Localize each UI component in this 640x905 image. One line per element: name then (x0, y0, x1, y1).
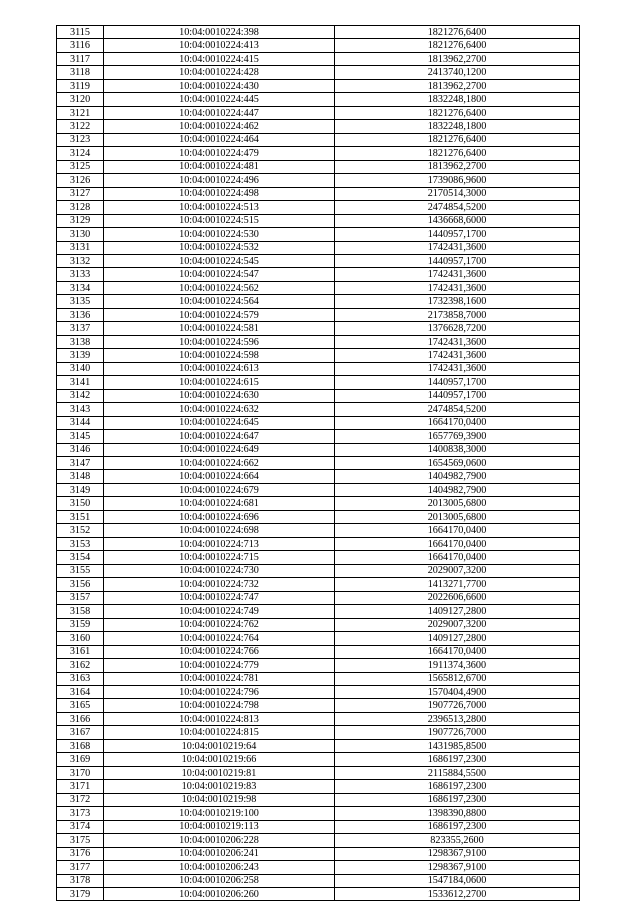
table-row (57, 241, 580, 254)
row-number-cell: 3133 (57, 268, 104, 281)
cadastral-value-cell: 1657769,3900 (335, 430, 580, 443)
row-number-cell: 3161 (57, 645, 104, 658)
table-row (57, 510, 580, 523)
cadastral-value-table (56, 25, 580, 901)
cadastral-value-cell: 1654569,0600 (335, 457, 580, 470)
cadastral-value-cell: 1911374,3600 (335, 659, 580, 672)
cadastral-value-cell: 1832248,1800 (335, 120, 580, 133)
row-number-cell: 3116 (57, 39, 104, 52)
cadastral-number-cell: 10:04:0010224:796 (104, 685, 335, 698)
table-row (57, 591, 580, 604)
cadastral-value-cell: 1440957,1700 (335, 228, 580, 241)
row-number-cell: 3144 (57, 416, 104, 429)
cadastral-value-cell: 1813962,2700 (335, 79, 580, 92)
table-row (57, 699, 580, 712)
cadastral-number-cell: 10:04:0010224:747 (104, 591, 335, 604)
table-row (57, 349, 580, 362)
cadastral-number-cell: 10:04:0010224:479 (104, 147, 335, 160)
row-number-cell: 3169 (57, 753, 104, 766)
cadastral-number-cell: 10:04:0010219:81 (104, 766, 335, 779)
row-number-cell: 3177 (57, 861, 104, 874)
cadastral-number-cell: 10:04:0010224:766 (104, 645, 335, 658)
cadastral-number-cell: 10:04:0010206:228 (104, 834, 335, 847)
cadastral-value-cell: 1413271,7700 (335, 578, 580, 591)
cadastral-number-cell: 10:04:0010224:630 (104, 389, 335, 402)
cadastral-value-cell: 1664170,0400 (335, 537, 580, 550)
cadastral-value-cell: 1821276,6400 (335, 106, 580, 119)
table-row (57, 685, 580, 698)
row-number-cell: 3119 (57, 79, 104, 92)
row-number-cell: 3117 (57, 52, 104, 65)
table-row (57, 578, 580, 591)
table-row (57, 52, 580, 65)
cadastral-value-cell: 1404982,7900 (335, 483, 580, 496)
cadastral-value-cell: 1440957,1700 (335, 389, 580, 402)
cadastral-number-cell: 10:04:0010224:530 (104, 228, 335, 241)
table-row (57, 605, 580, 618)
table-row (57, 362, 580, 375)
cadastral-value-cell: 2170514,3000 (335, 187, 580, 200)
row-number-cell: 3163 (57, 672, 104, 685)
cadastral-value-cell: 1907726,7000 (335, 726, 580, 739)
table-row (57, 335, 580, 348)
cadastral-number-cell: 10:04:0010224:762 (104, 618, 335, 631)
table-row (57, 254, 580, 267)
cadastral-number-cell: 10:04:0010224:428 (104, 66, 335, 79)
cadastral-number-cell: 10:04:0010224:764 (104, 632, 335, 645)
row-number-cell: 3170 (57, 766, 104, 779)
cadastral-value-cell: 1813962,2700 (335, 160, 580, 173)
cadastral-value-cell: 2115884,5500 (335, 766, 580, 779)
cadastral-value-cell: 2474854,5200 (335, 403, 580, 416)
table-row (57, 672, 580, 685)
cadastral-number-cell: 10:04:0010224:696 (104, 510, 335, 523)
table-row (57, 793, 580, 806)
row-number-cell: 3178 (57, 874, 104, 887)
cadastral-value-cell: 1742431,3600 (335, 268, 580, 281)
cadastral-value-cell: 1409127,2800 (335, 632, 580, 645)
cadastral-value-cell: 1832248,1800 (335, 93, 580, 106)
row-number-cell: 3158 (57, 605, 104, 618)
cadastral-number-cell: 10:04:0010224:698 (104, 524, 335, 537)
cadastral-value-cell: 2413740,1200 (335, 66, 580, 79)
cadastral-value-cell: 1664170,0400 (335, 645, 580, 658)
row-number-cell: 3128 (57, 201, 104, 214)
row-number-cell: 3130 (57, 228, 104, 241)
cadastral-value-cell: 1664170,0400 (335, 551, 580, 564)
cadastral-value-cell: 1298367,9100 (335, 861, 580, 874)
cadastral-number-cell: 10:04:0010224:462 (104, 120, 335, 133)
table-row (57, 470, 580, 483)
cadastral-value-cell: 1436668,6000 (335, 214, 580, 227)
cadastral-number-cell: 10:04:0010224:732 (104, 578, 335, 591)
cadastral-number-cell: 10:04:0010224:645 (104, 416, 335, 429)
cadastral-value-cell: 823355,2600 (335, 834, 580, 847)
table-row (57, 147, 580, 160)
row-number-cell: 3154 (57, 551, 104, 564)
table-row (57, 295, 580, 308)
row-number-cell: 3157 (57, 591, 104, 604)
cadastral-value-cell: 1821276,6400 (335, 39, 580, 52)
cadastral-value-cell: 1547184,0600 (335, 874, 580, 887)
row-number-cell: 3167 (57, 726, 104, 739)
cadastral-value-cell: 1742431,3600 (335, 362, 580, 375)
row-number-cell: 3125 (57, 160, 104, 173)
cadastral-value-cell: 1398390,8800 (335, 807, 580, 820)
cadastral-value-cell: 1533612,2700 (335, 888, 580, 901)
row-number-cell: 3171 (57, 780, 104, 793)
cadastral-value-cell: 1664170,0400 (335, 416, 580, 429)
cadastral-value-cell: 1686197,2300 (335, 753, 580, 766)
table-row (57, 537, 580, 550)
cadastral-value-cell: 1742431,3600 (335, 349, 580, 362)
table-row (57, 79, 580, 92)
cadastral-number-cell: 10:04:0010224:415 (104, 52, 335, 65)
row-number-cell: 3164 (57, 685, 104, 698)
cadastral-number-cell: 10:04:0010224:649 (104, 443, 335, 456)
row-number-cell: 3146 (57, 443, 104, 456)
table-row (57, 281, 580, 294)
cadastral-number-cell: 10:04:0010224:615 (104, 376, 335, 389)
row-number-cell: 3175 (57, 834, 104, 847)
table-row (57, 820, 580, 833)
row-number-cell: 3173 (57, 807, 104, 820)
cadastral-number-cell: 10:04:0010224:547 (104, 268, 335, 281)
cadastral-value-cell: 1821276,6400 (335, 133, 580, 146)
table-row (57, 834, 580, 847)
table-body (57, 26, 580, 901)
table-row (57, 214, 580, 227)
cadastral-number-cell: 10:04:0010219:83 (104, 780, 335, 793)
cadastral-number-cell: 10:04:0010224:715 (104, 551, 335, 564)
cadastral-number-cell: 10:04:0010224:779 (104, 659, 335, 672)
cadastral-value-cell: 2396513,2800 (335, 712, 580, 725)
cadastral-number-cell: 10:04:0010206:241 (104, 847, 335, 860)
row-number-cell: 3135 (57, 295, 104, 308)
cadastral-number-cell: 10:04:0010224:498 (104, 187, 335, 200)
cadastral-value-cell: 1821276,6400 (335, 26, 580, 39)
row-number-cell: 3172 (57, 793, 104, 806)
row-number-cell: 3149 (57, 483, 104, 496)
table-row (57, 268, 580, 281)
cadastral-number-cell: 10:04:0010224:632 (104, 403, 335, 416)
row-number-cell: 3138 (57, 335, 104, 348)
cadastral-value-cell: 1739086,9600 (335, 174, 580, 187)
table-row (57, 888, 580, 901)
row-number-cell: 3166 (57, 712, 104, 725)
cadastral-number-cell: 10:04:0010219:64 (104, 739, 335, 752)
table-row (57, 618, 580, 631)
cadastral-number-cell: 10:04:0010224:564 (104, 295, 335, 308)
row-number-cell: 3151 (57, 510, 104, 523)
table-row (57, 632, 580, 645)
cadastral-number-cell: 10:04:0010219:66 (104, 753, 335, 766)
table-row (57, 753, 580, 766)
cadastral-value-cell: 1298367,9100 (335, 847, 580, 860)
cadastral-number-cell: 10:04:0010224:713 (104, 537, 335, 550)
cadastral-number-cell: 10:04:0010224:515 (104, 214, 335, 227)
cadastral-number-cell: 10:04:0010224:596 (104, 335, 335, 348)
table-row (57, 739, 580, 752)
row-number-cell: 3156 (57, 578, 104, 591)
row-number-cell: 3150 (57, 497, 104, 510)
cadastral-value-cell: 1664170,0400 (335, 524, 580, 537)
cadastral-value-cell: 2022606,6600 (335, 591, 580, 604)
table-row (57, 497, 580, 510)
cadastral-value-cell: 1376628,7200 (335, 322, 580, 335)
table-row (57, 443, 580, 456)
cadastral-value-cell: 1565812,6700 (335, 672, 580, 685)
table-row (57, 26, 580, 39)
table-row (57, 861, 580, 874)
cadastral-number-cell: 10:04:0010224:581 (104, 322, 335, 335)
cadastral-number-cell: 10:04:0010224:613 (104, 362, 335, 375)
table-row (57, 39, 580, 52)
table-row (57, 712, 580, 725)
table-row (57, 376, 580, 389)
cadastral-number-cell: 10:04:0010219:98 (104, 793, 335, 806)
cadastral-value-cell: 1686197,2300 (335, 780, 580, 793)
row-number-cell: 3120 (57, 93, 104, 106)
table-row (57, 659, 580, 672)
cadastral-number-cell: 10:04:0010224:430 (104, 79, 335, 92)
table-row (57, 308, 580, 321)
cadastral-number-cell: 10:04:0010224:664 (104, 470, 335, 483)
row-number-cell: 3155 (57, 564, 104, 577)
cadastral-number-cell: 10:04:0010224:730 (104, 564, 335, 577)
row-number-cell: 3118 (57, 66, 104, 79)
table-row (57, 106, 580, 119)
cadastral-value-cell: 1821276,6400 (335, 147, 580, 160)
table-row (57, 726, 580, 739)
row-number-cell: 3123 (57, 133, 104, 146)
table-row (57, 66, 580, 79)
cadastral-value-cell: 1409127,2800 (335, 605, 580, 618)
cadastral-value-cell: 1742431,3600 (335, 335, 580, 348)
row-number-cell: 3140 (57, 362, 104, 375)
table-row (57, 120, 580, 133)
row-number-cell: 3160 (57, 632, 104, 645)
table-row (57, 228, 580, 241)
row-number-cell: 3142 (57, 389, 104, 402)
cadastral-number-cell: 10:04:0010224:513 (104, 201, 335, 214)
cadastral-number-cell: 10:04:0010206:243 (104, 861, 335, 874)
row-number-cell: 3153 (57, 537, 104, 550)
cadastral-value-cell: 2029007,3200 (335, 618, 580, 631)
cadastral-value-cell: 1907726,7000 (335, 699, 580, 712)
cadastral-number-cell: 10:04:0010224:545 (104, 254, 335, 267)
cadastral-value-cell: 1813962,2700 (335, 52, 580, 65)
cadastral-value-cell: 1686197,2300 (335, 793, 580, 806)
row-number-cell: 3152 (57, 524, 104, 537)
row-number-cell: 3143 (57, 403, 104, 416)
row-number-cell: 3139 (57, 349, 104, 362)
row-number-cell: 3141 (57, 376, 104, 389)
row-number-cell: 3132 (57, 254, 104, 267)
cadastral-number-cell: 10:04:0010224:447 (104, 106, 335, 119)
cadastral-number-cell: 10:04:0010224:679 (104, 483, 335, 496)
cadastral-number-cell: 10:04:0010224:579 (104, 308, 335, 321)
cadastral-value-cell: 2013005,6800 (335, 510, 580, 523)
cadastral-value-cell: 1440957,1700 (335, 376, 580, 389)
cadastral-value-cell: 1570404,4900 (335, 685, 580, 698)
table-row (57, 389, 580, 402)
cadastral-number-cell: 10:04:0010224:647 (104, 430, 335, 443)
cadastral-number-cell: 10:04:0010224:681 (104, 497, 335, 510)
cadastral-number-cell: 10:04:0010219:113 (104, 820, 335, 833)
row-number-cell: 3168 (57, 739, 104, 752)
table-row (57, 322, 580, 335)
cadastral-number-cell: 10:04:0010224:413 (104, 39, 335, 52)
table-row (57, 483, 580, 496)
cadastral-number-cell: 10:04:0010224:781 (104, 672, 335, 685)
row-number-cell: 3145 (57, 430, 104, 443)
row-number-cell: 3136 (57, 308, 104, 321)
cadastral-number-cell: 10:04:0010224:598 (104, 349, 335, 362)
row-number-cell: 3115 (57, 26, 104, 39)
row-number-cell: 3122 (57, 120, 104, 133)
cadastral-value-cell: 1400838,3000 (335, 443, 580, 456)
cadastral-number-cell: 10:04:0010224:398 (104, 26, 335, 39)
cadastral-value-cell: 1742431,3600 (335, 241, 580, 254)
row-number-cell: 3148 (57, 470, 104, 483)
row-number-cell: 3165 (57, 699, 104, 712)
cadastral-value-cell: 1732398,1600 (335, 295, 580, 308)
cadastral-number-cell: 10:04:0010206:258 (104, 874, 335, 887)
table-row (57, 645, 580, 658)
cadastral-number-cell: 10:04:0010224:562 (104, 281, 335, 294)
row-number-cell: 3131 (57, 241, 104, 254)
cadastral-value-cell: 1404982,7900 (335, 470, 580, 483)
cadastral-number-cell: 10:04:0010224:496 (104, 174, 335, 187)
row-number-cell: 3174 (57, 820, 104, 833)
cadastral-number-cell: 10:04:0010224:749 (104, 605, 335, 618)
row-number-cell: 3126 (57, 174, 104, 187)
row-number-cell: 3162 (57, 659, 104, 672)
row-number-cell: 3121 (57, 106, 104, 119)
table-row (57, 874, 580, 887)
table-row (57, 807, 580, 820)
cadastral-number-cell: 10:04:0010224:445 (104, 93, 335, 106)
row-number-cell: 3127 (57, 187, 104, 200)
cadastral-value-cell: 2173858,7000 (335, 308, 580, 321)
table-row (57, 174, 580, 187)
row-number-cell: 3137 (57, 322, 104, 335)
table-row (57, 780, 580, 793)
table-row (57, 133, 580, 146)
row-number-cell: 3129 (57, 214, 104, 227)
cadastral-number-cell: 10:04:0010224:464 (104, 133, 335, 146)
table-row (57, 187, 580, 200)
row-number-cell: 3176 (57, 847, 104, 860)
cadastral-value-cell: 1431985,8500 (335, 739, 580, 752)
cadastral-number-cell: 10:04:0010206:260 (104, 888, 335, 901)
table-row (57, 847, 580, 860)
row-number-cell: 3159 (57, 618, 104, 631)
cadastral-value-cell: 1440957,1700 (335, 254, 580, 267)
table-row (57, 416, 580, 429)
cadastral-number-cell: 10:04:0010224:813 (104, 712, 335, 725)
table-row (57, 201, 580, 214)
cadastral-value-cell: 2029007,3200 (335, 564, 580, 577)
table-row (57, 551, 580, 564)
cadastral-value-cell: 1742431,3600 (335, 281, 580, 294)
table-row (57, 564, 580, 577)
row-number-cell: 3179 (57, 888, 104, 901)
cadastral-number-cell: 10:04:0010224:662 (104, 457, 335, 470)
table-row (57, 160, 580, 173)
table-row (57, 430, 580, 443)
cadastral-value-cell: 2013005,6800 (335, 497, 580, 510)
cadastral-number-cell: 10:04:0010224:532 (104, 241, 335, 254)
cadastral-number-cell: 10:04:0010224:481 (104, 160, 335, 173)
table-row (57, 766, 580, 779)
table-row (57, 403, 580, 416)
cadastral-value-cell: 1686197,2300 (335, 820, 580, 833)
table-row (57, 457, 580, 470)
cadastral-number-cell: 10:04:0010219:100 (104, 807, 335, 820)
cadastral-value-cell: 2474854,5200 (335, 201, 580, 214)
row-number-cell: 3147 (57, 457, 104, 470)
row-number-cell: 3124 (57, 147, 104, 160)
cadastral-number-cell: 10:04:0010224:798 (104, 699, 335, 712)
table-row (57, 524, 580, 537)
table-row (57, 93, 580, 106)
row-number-cell: 3134 (57, 281, 104, 294)
cadastral-number-cell: 10:04:0010224:815 (104, 726, 335, 739)
